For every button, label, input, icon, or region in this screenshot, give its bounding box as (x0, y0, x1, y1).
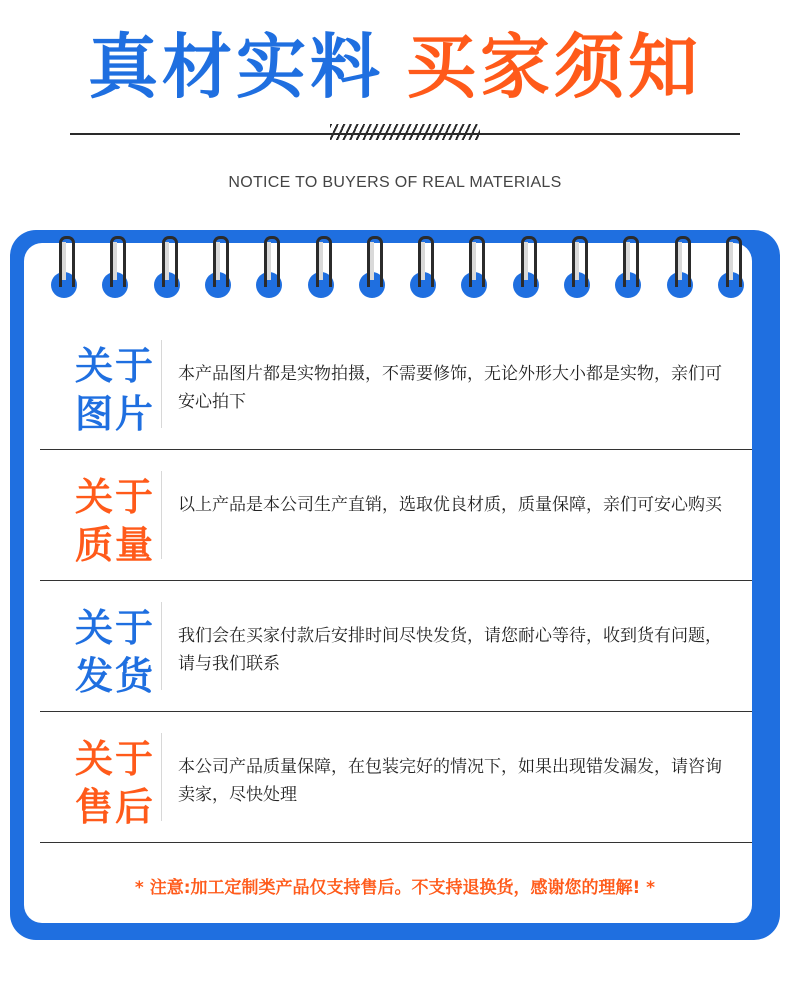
binding-wire-highlight (62, 242, 66, 280)
section-separator (161, 471, 162, 559)
hatch-decoration (330, 124, 480, 140)
binding-wire-highlight (113, 242, 117, 280)
section-heading-line-1: 关于 (74, 606, 155, 650)
binding-wire-highlight (575, 242, 579, 280)
section-heading (70, 473, 160, 569)
section-divider (40, 842, 752, 843)
binding-ring (359, 236, 385, 302)
binding-ring (615, 236, 641, 302)
subtitle: NOTICE TO BUYERS OF REAL MATERIALS (228, 174, 562, 191)
binding-wire-highlight (524, 242, 528, 280)
section-heading-line-1: 关于 (74, 344, 155, 388)
binding-ring (205, 236, 231, 302)
section-heading-line-2: 质量 (74, 523, 155, 567)
section-heading-line-2: 售后 (74, 785, 155, 829)
binding-ring (51, 236, 77, 302)
section-separator (161, 340, 162, 428)
binding-wire-highlight (165, 242, 169, 280)
notice-footnote: * 注意:加工定制类产品仅支持售后。不支持退换货，感谢您的理解! * (134, 878, 656, 898)
section-divider (40, 580, 752, 581)
binding-wire-highlight (370, 242, 374, 280)
section-heading (70, 342, 160, 438)
binding-ring (102, 236, 128, 302)
binding-wire-highlight (678, 242, 682, 280)
section-heading (70, 604, 160, 700)
section-divider (40, 449, 752, 450)
binding-ring (718, 236, 744, 302)
section-text: 以上产品是本公司生产直销，选取优良材质，质量保障，亲们可安心购买 (178, 495, 722, 515)
title-part-1: 真材实料 (88, 26, 384, 108)
section-text: 我们会在买家付款后安排时间尽快发货，请您耐心等待，收到货有问题，请与我们联系 (178, 626, 722, 674)
binding-wire-highlight (729, 242, 733, 280)
section-text: 本产品图片都是实物拍摄，不需要修饰，无论外形大小都是实物，亲们可安心拍下 (178, 364, 722, 412)
binding-wire-highlight (472, 242, 476, 280)
section-heading (70, 735, 160, 831)
binding-ring (667, 236, 693, 302)
section-heading-line-1: 关于 (74, 475, 155, 519)
section-separator (161, 602, 162, 690)
section-heading-line-2: 图片 (74, 392, 155, 436)
section-separator (161, 733, 162, 821)
section-images (40, 330, 752, 450)
title-part-2: 买家须知 (406, 26, 702, 108)
binding-ring (154, 236, 180, 302)
binding-wire-highlight (267, 242, 271, 280)
page-title (0, 22, 790, 112)
binding-ring (564, 236, 590, 302)
binding-ring (308, 236, 334, 302)
binding-wire-highlight (626, 242, 630, 280)
section-heading-line-2: 发货 (74, 654, 155, 698)
binding-wire-highlight (421, 242, 425, 280)
binding-wire-highlight (319, 242, 323, 280)
section-heading-line-1: 关于 (74, 737, 155, 781)
section-after-sales (40, 723, 752, 843)
binding-ring (513, 236, 539, 302)
binding-ring (256, 236, 282, 302)
binding-wire-highlight (216, 242, 220, 280)
binding-ring (410, 236, 436, 302)
section-shipping (40, 592, 752, 712)
binding-ring (461, 236, 487, 302)
section-divider (40, 711, 752, 712)
section-quality (40, 461, 752, 581)
section-text: 本公司产品质量保障，在包装完好的情况下，如果出现错发漏发，请咨询卖家，尽快处理 (178, 757, 722, 805)
